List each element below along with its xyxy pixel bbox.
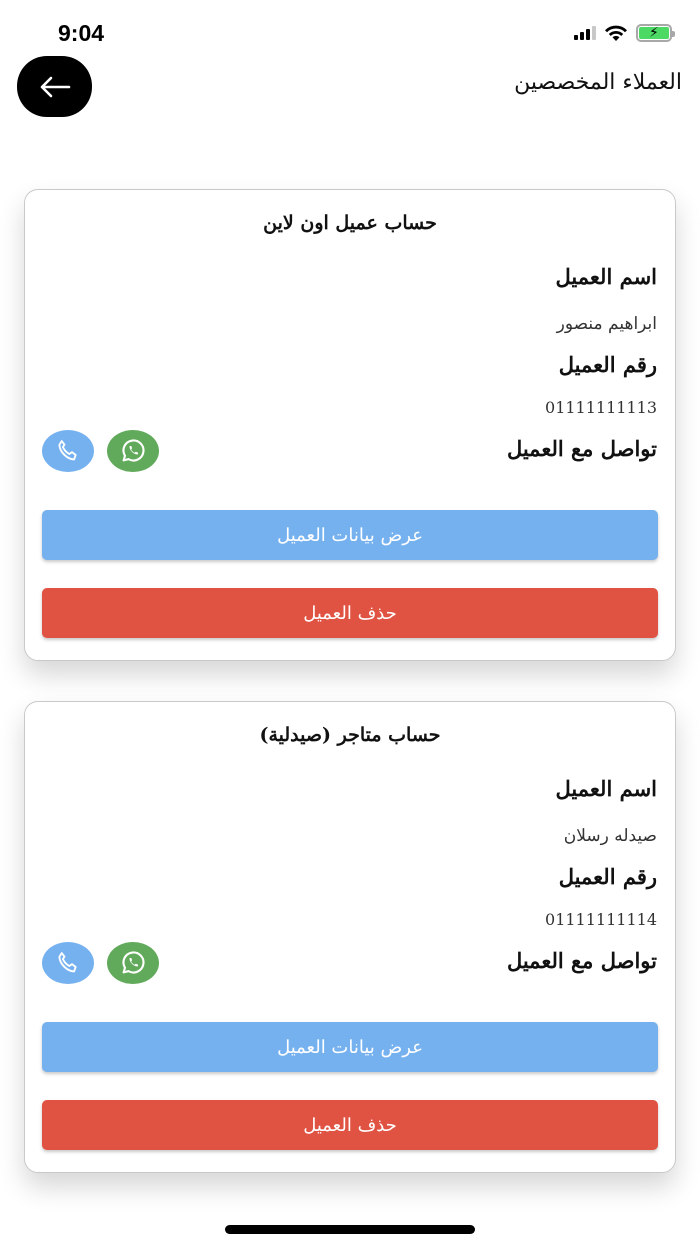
whatsapp-icon (118, 436, 148, 466)
view-client-button[interactable]: عرض بيانات العميل (42, 1022, 658, 1072)
phone-label: رقم العميل (558, 864, 657, 889)
phone-label: رقم العميل (558, 352, 657, 377)
client-card (24, 189, 676, 661)
client-list (24, 189, 676, 1213)
view-client-button[interactable]: عرض بيانات العميل (42, 510, 658, 560)
whatsapp-icon (118, 948, 148, 978)
arrow-left-icon (39, 76, 71, 98)
client-card (24, 701, 676, 1173)
client-phone: 01111111114 (545, 910, 657, 929)
account-type: حساب متاجر (صيدلية) (259, 724, 441, 746)
client-name: صيدله رسلان (563, 826, 657, 846)
account-type: حساب عميل اون لاين (263, 212, 437, 234)
contact-label: تواصل مع العميل (506, 948, 657, 973)
call-button[interactable] (42, 942, 94, 984)
name-label: اسم العميل (555, 776, 657, 801)
wifi-icon (604, 25, 628, 42)
back-button[interactable] (17, 56, 92, 117)
page-title: العملاء المخصصين (514, 70, 682, 95)
status-icons (574, 24, 672, 42)
delete-client-button[interactable]: حذف العميل (42, 1100, 658, 1150)
signal-icon (574, 26, 596, 40)
client-name: ابراهيم منصور (556, 314, 657, 334)
header (0, 56, 700, 118)
home-indicator[interactable] (225, 1225, 475, 1234)
status-time: 9:04 (58, 20, 105, 46)
call-button[interactable] (42, 430, 94, 472)
whatsapp-button[interactable] (107, 430, 159, 472)
contact-label: تواصل مع العميل (506, 436, 657, 461)
phone-icon (54, 949, 82, 977)
contact-icons (42, 430, 159, 472)
status-bar (0, 0, 700, 60)
client-phone: 01111111113 (545, 398, 657, 417)
whatsapp-button[interactable] (107, 942, 159, 984)
battery-icon: ⚡ (636, 24, 672, 42)
phone-icon (54, 437, 82, 465)
contact-icons (42, 942, 159, 984)
delete-client-button[interactable]: حذف العميل (42, 588, 658, 638)
name-label: اسم العميل (555, 264, 657, 289)
